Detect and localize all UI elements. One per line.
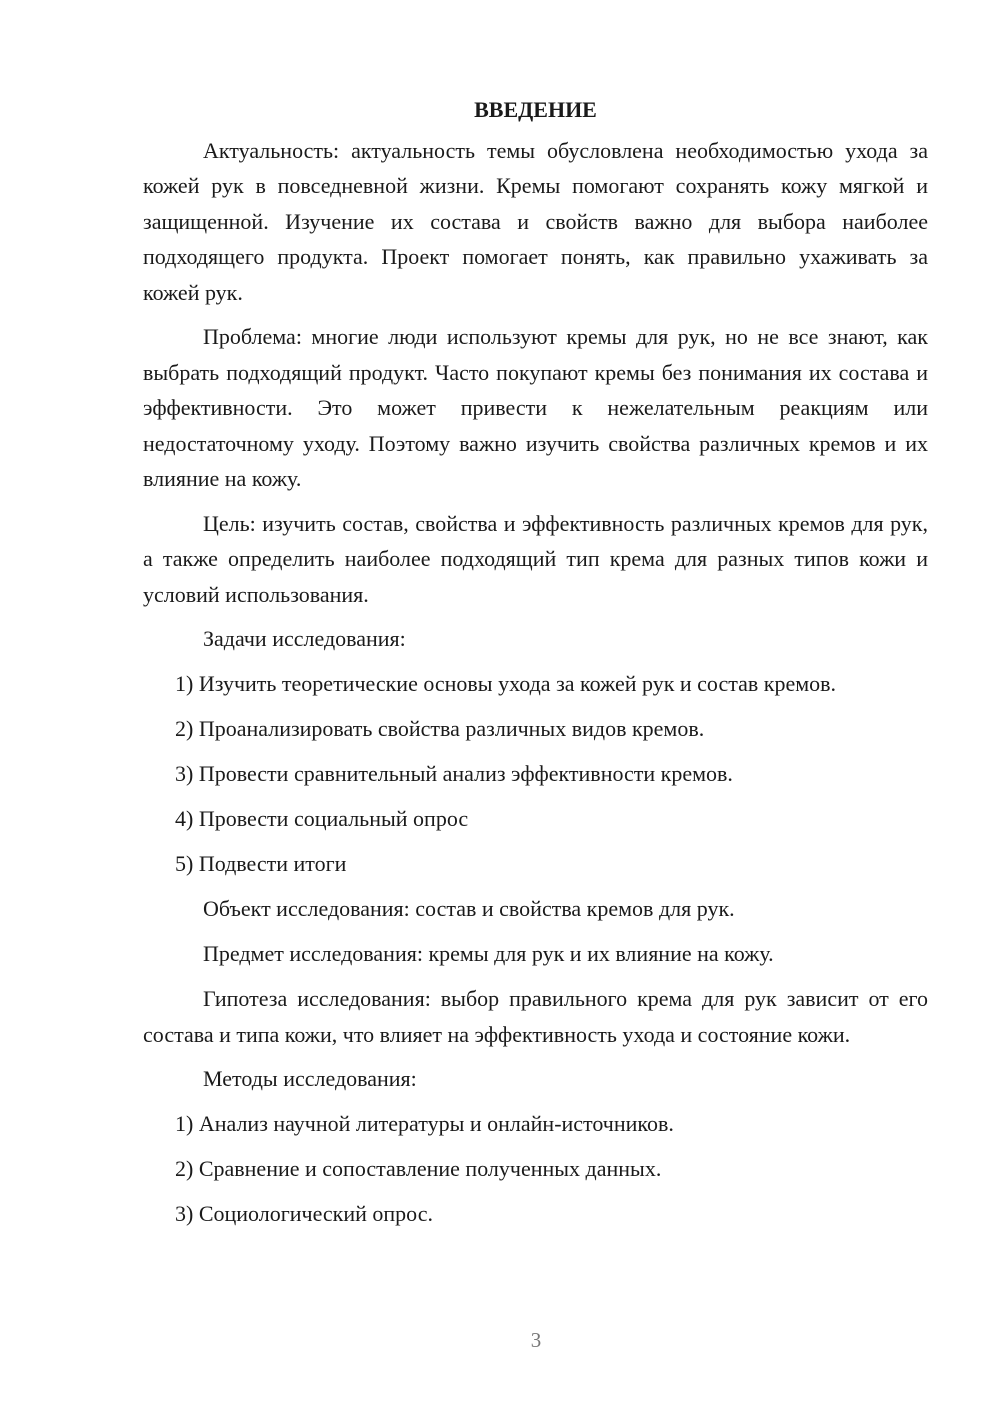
page-number: 3 [530, 1328, 542, 1352]
section-title: ВВЕДЕНИЕ [474, 97, 597, 122]
hypothesis-paragraph: Гипотеза исследования: выбор правильного крема для рук зависит от его состава и типа кожи, что влияет на эффективность ухода и состояние кожи. [143, 986, 928, 1047]
relevance-paragraph: Актуальность: актуальность темы обусловлена необходимостью ухода за кожей рук в повседневной жизни. Кремы помогают сохранять кожу мягкой и защищенной. Изучение их состава и свойств важно для выбора наиболее подходящего продукта. Проект помогает понять, как правильно ухаживать за кожей рук. [143, 137, 928, 305]
research-subject: Предмет исследования: кремы для рук и их влияние на кожу. [203, 941, 774, 966]
problem-paragraph: Проблема: многие люди используют кремы для рук, но не все знают, как выбрать подходящий продукт. Часто покупают кремы без понимания их состава и эффективности. Это может привести к нежелательным реакциям или недостаточному уходу. Поэтому важно изучить свойства различных кремов и их влияние на кожу. [143, 324, 928, 491]
method-item: 2) Сравнение и сопоставление полученных данных. [175, 1156, 662, 1181]
document-page [143, 92, 928, 1241]
task-item: 5) Подвести итоги [175, 851, 347, 876]
task-item: 3) Провести сравнительный анализ эффективности кремов. [175, 761, 733, 786]
task-item: 1) Изучить теоретические основы ухода за кожей рук и состав кремов. [175, 671, 837, 696]
method-item: 1) Анализ научной литературы и онлайн-источников. [175, 1111, 674, 1136]
research-object: Объект исследования: состав и свойства кремов для рук. [203, 896, 735, 921]
goal-paragraph: Цель: изучить состав, свойства и эффективность различных кремов для рук, а также определить наиболее подходящий тип крема для разных типов кожи и условий использования. [143, 510, 928, 607]
task-item: 2) Проанализировать свойства различных видов кремов. [175, 716, 705, 741]
method-item: 3) Социологический опрос. [175, 1201, 433, 1226]
methods-heading: Методы исследования: [203, 1066, 417, 1091]
tasks-heading: Задачи исследования: [203, 626, 406, 651]
task-item: 4) Провести социальный опрос [175, 806, 469, 831]
